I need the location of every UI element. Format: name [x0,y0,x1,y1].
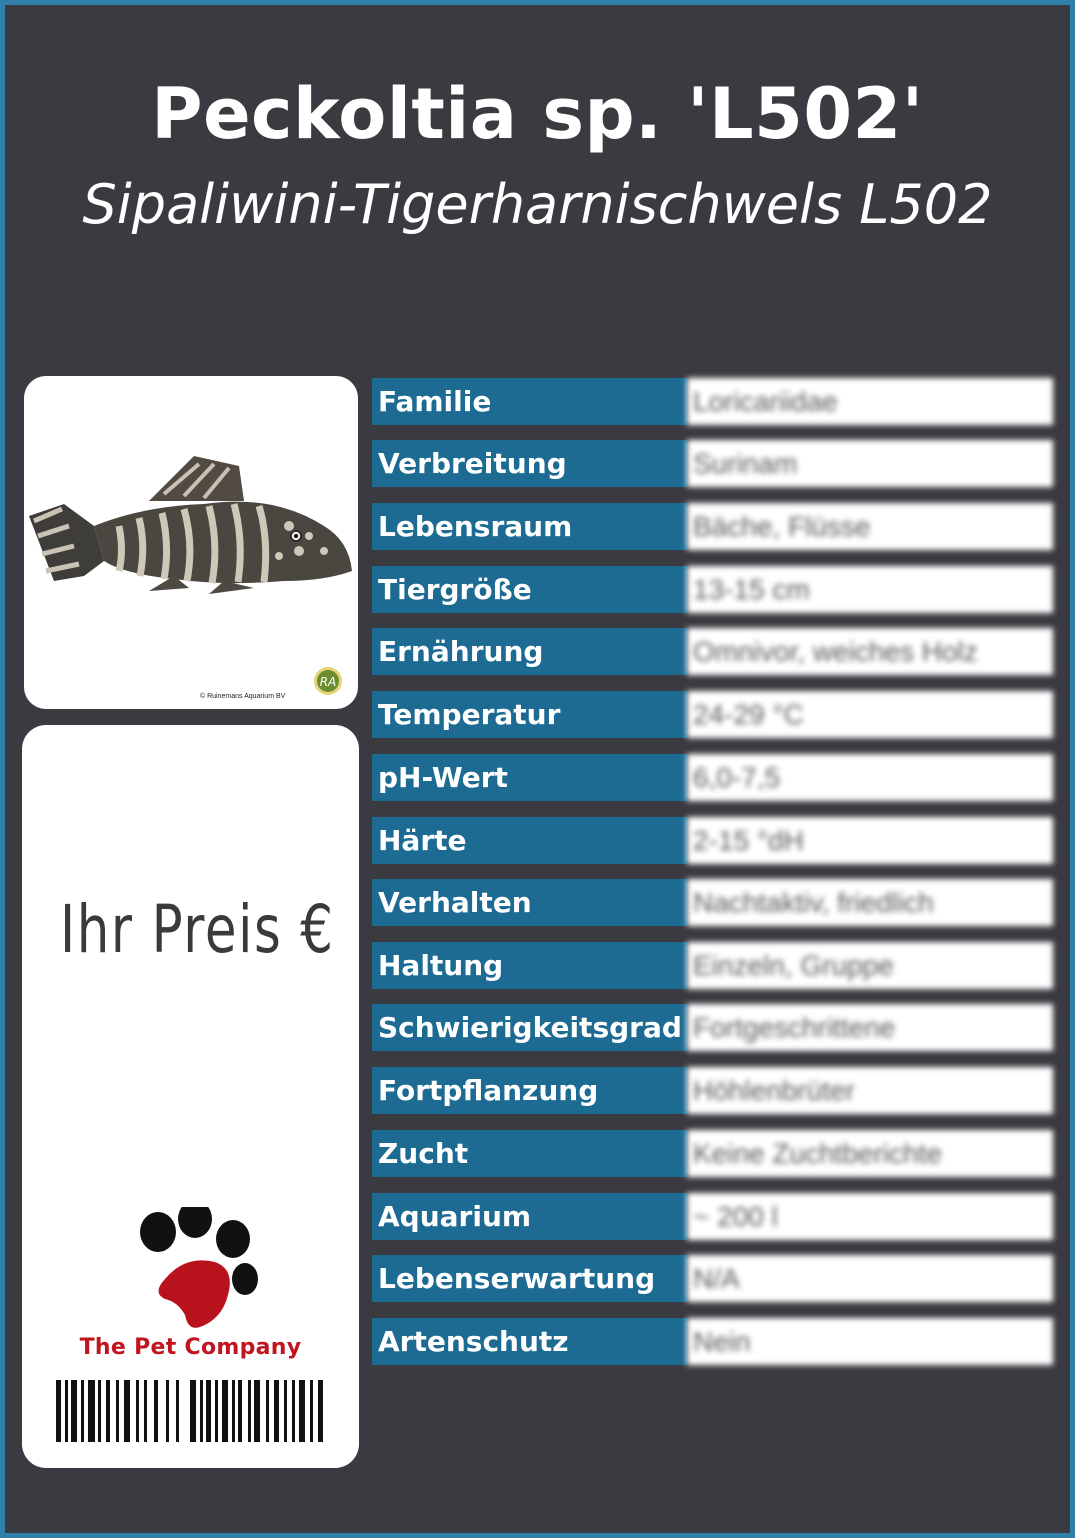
table-row [372,1255,1053,1302]
ra-logo-icon [313,666,343,696]
row-value: Bäche, Flüsse [687,503,1053,550]
row-value: Keine Zuchtberichte [687,1130,1053,1177]
row-label: Lebenserwartung [372,1255,687,1302]
table-row [372,754,1053,801]
page-subtitle: Sipaliwini-Tigerharnischwels L502 [82,173,993,236]
ra-logo-text: RA [319,675,337,689]
row-value: 2-15 °dH [687,817,1053,864]
table-row [372,879,1053,926]
row-label: Fortpflanzung [372,1067,687,1114]
table-row [372,1004,1053,1051]
row-value: Nachtaktiv, friedlich [687,879,1053,926]
row-label: Zucht [372,1130,687,1177]
row-value: ~ 200 l [687,1193,1053,1240]
row-value: Omnivor, weiches Holz [687,628,1053,675]
row-label: Haltung [372,942,687,989]
row-label: Verbreitung [372,440,687,487]
row-value: 6,0-7,5 [687,754,1053,801]
row-label: Artenschutz [372,1318,687,1365]
row-label: Ernährung [372,628,687,675]
table-row [372,440,1053,487]
row-label: Aquarium [372,1193,687,1240]
row-value: Nein [687,1318,1053,1365]
table-row [372,1193,1053,1240]
table-row [372,566,1053,613]
row-label: Familie [372,378,687,425]
table-row [372,1067,1053,1114]
row-label: Verhalten [372,879,687,926]
row-value: Einzeln, Gruppe [687,942,1053,989]
row-value: Loricariidae [687,378,1053,425]
row-label: Schwierigkeitsgrad [372,1004,687,1051]
table-row [372,378,1053,425]
row-label: Tiergröße [372,566,687,613]
photo-credit: © Ruinemans Aquarium BV [200,693,286,700]
price-label: Ihr Preis € [60,891,335,968]
row-label: Lebensraum [372,503,687,550]
row-value: N/A [687,1255,1053,1302]
table-row [372,503,1053,550]
barcode-icon [56,1380,331,1445]
page-title: Peckoltia sp. 'L502' [151,73,924,155]
row-label: Temperatur [372,691,687,738]
row-label: pH-Wert [372,754,687,801]
photo-panel [24,376,358,709]
table-row [372,1130,1053,1177]
row-value: 24-29 °C [687,691,1053,738]
company-name: The Pet Company [79,1335,302,1360]
row-value: Surinam [687,440,1053,487]
price-panel [22,725,359,1468]
table-row [372,628,1053,675]
catfish-photo [24,376,358,709]
row-value: Höhlenbrüter [687,1067,1053,1114]
table-row [372,1318,1053,1365]
paw-icon [130,1207,260,1332]
row-value: Fortgeschrittene [687,1004,1053,1051]
table-row [372,817,1053,864]
table-row [372,691,1053,738]
row-value: 13-15 cm [687,566,1053,613]
row-label: Härte [372,817,687,864]
table-row [372,942,1053,989]
